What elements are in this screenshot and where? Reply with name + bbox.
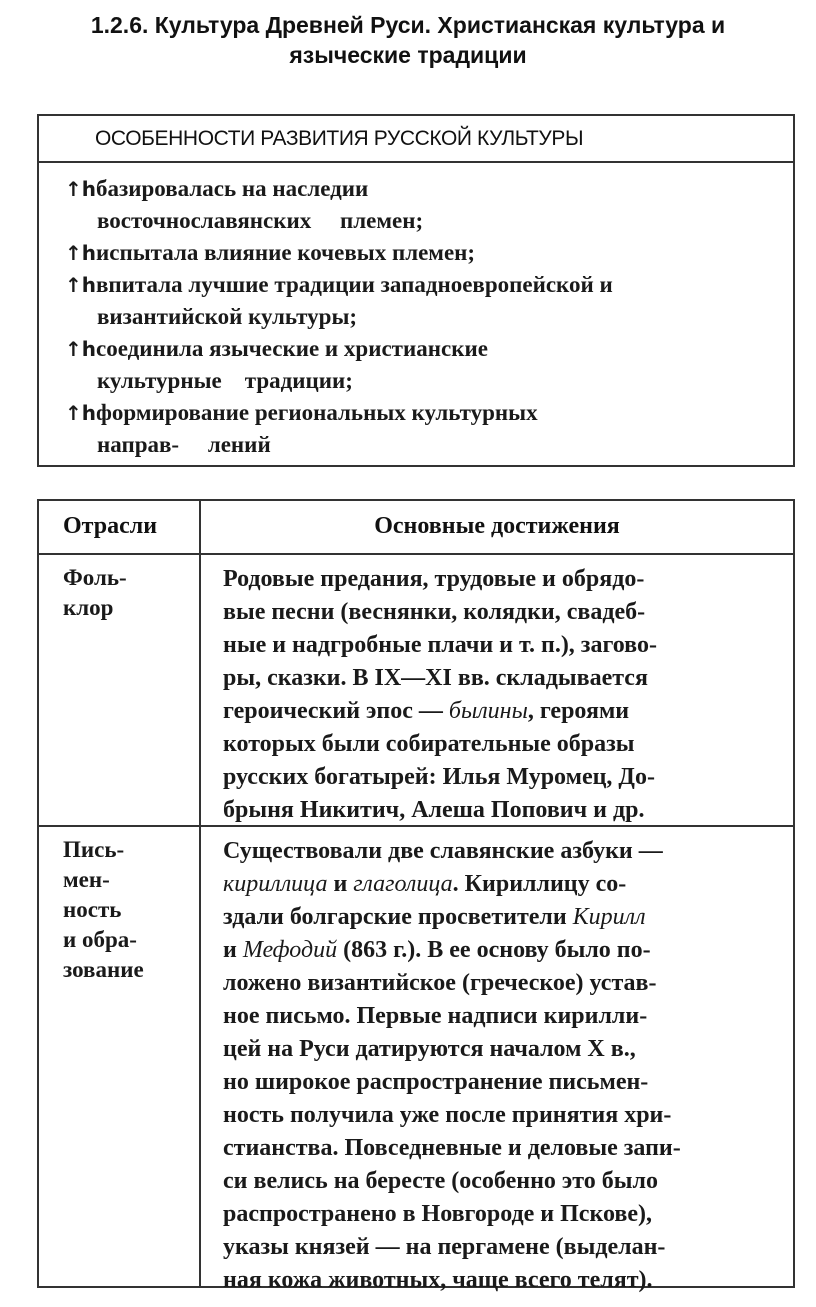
text-run: Существовали две славянские азбуки — <box>223 838 663 864</box>
italic-term: кириллица <box>223 871 328 897</box>
arrow-up-icon: ↑h <box>65 337 96 361</box>
achievement-line <box>223 1066 783 1099</box>
feature-item <box>65 269 793 333</box>
text-run: . Кириллицу со- <box>452 871 627 897</box>
sector-label-line: зование <box>63 957 144 982</box>
feature-text: базировалась на наследии <box>96 176 369 201</box>
table-row <box>39 827 793 1293</box>
feature-text: испытала влияние кочевых племен; <box>96 240 476 265</box>
achievements-table <box>37 499 795 1293</box>
page-title-line-1: 1.2.6. Культура Древней Руси. Христианская культура и <box>90 12 726 38</box>
features-list <box>39 163 793 461</box>
feature-item <box>65 173 793 237</box>
text-run: ность получила уже после принятия хри- <box>223 1102 672 1128</box>
achievement-line <box>223 901 783 934</box>
text-run: здали болгарские просветители <box>223 904 573 930</box>
achievement-line <box>223 761 783 794</box>
achievement-line <box>223 794 783 827</box>
sector-label-line: клор <box>63 595 114 620</box>
achievement-line <box>223 1033 783 1066</box>
italic-term: былины <box>448 698 528 724</box>
feature-text: соединила языческие и христианские <box>96 336 488 361</box>
text-run: вые песни (веснянки, колядки, свадеб- <box>223 599 646 625</box>
feature-text: формирование региональных культурных <box>96 400 538 425</box>
achievement-line <box>223 596 783 629</box>
achievement-line <box>223 728 783 761</box>
feature-text: впитала лучшие традиции западноевропейской и <box>96 272 613 297</box>
achievement-line <box>223 835 783 868</box>
italic-term: глаголица <box>353 871 453 897</box>
achievements-cell <box>223 563 783 827</box>
text-run: распространено в Новгороде и Пскове), <box>223 1201 652 1227</box>
text-run: стианства. Повседневные и деловые запи- <box>223 1135 681 1161</box>
text-run: русских богатырей: Илья Муромец, До- <box>223 764 655 790</box>
arrow-up-icon: ↑h <box>65 273 96 297</box>
achievement-line <box>223 629 783 662</box>
features-header: ОСОБЕННОСТИ РАЗВИТИЯ РУССКОЙ КУЛЬТУРЫ <box>39 116 793 163</box>
feature-item <box>65 237 793 269</box>
arrow-up-icon: ↑h <box>65 177 96 201</box>
achievement-line <box>223 1165 783 1198</box>
sector-label-line: мен- <box>63 867 110 892</box>
page-title <box>40 10 776 70</box>
text-run: и <box>327 871 354 897</box>
text-run: (863 г.). В ее основу было по- <box>337 937 651 963</box>
sector-cell <box>63 563 193 623</box>
text-run: Родовые предания, трудовые и обрядо- <box>223 566 645 592</box>
arrow-up-icon: ↑h <box>65 401 96 425</box>
achievement-line <box>223 1198 783 1231</box>
sector-label-line: Пись- <box>63 837 125 862</box>
italic-term: Мефодий <box>242 937 338 963</box>
text-run: ложено византийское (греческое) устав- <box>223 970 657 996</box>
feature-item <box>65 397 793 461</box>
feature-item <box>65 333 793 397</box>
achievement-line <box>223 1264 783 1297</box>
text-run: которых были собирательные образы <box>223 731 635 757</box>
achievement-line <box>223 868 783 901</box>
text-run: ные и надгробные плачи и т. п.), загово- <box>223 632 657 658</box>
features-box <box>37 114 795 467</box>
achievement-line <box>223 1000 783 1033</box>
table-row <box>39 555 793 827</box>
feature-text-continued: культурные традиции; <box>97 368 353 393</box>
arrow-up-icon: ↑h <box>65 241 96 265</box>
achievement-line <box>223 563 783 596</box>
text-run: указы князей — на пергамене (выделан- <box>223 1234 666 1260</box>
text-run: ры, сказки. В IX—XI вв. складывается <box>223 665 648 691</box>
feature-text-continued: направ- лений <box>97 432 271 457</box>
text-run: брыня Никитич, Алеша Попович и др. <box>223 797 645 823</box>
italic-term: Кирилл <box>572 904 646 930</box>
feature-text-continued: византийской культуры; <box>97 304 358 329</box>
text-run: цей на Руси датируются началом X в., <box>223 1036 636 1062</box>
text-run: ная кожа животных, чаще всего телят). <box>223 1267 653 1293</box>
achievement-line <box>223 1099 783 1132</box>
sector-label-line: Фоль- <box>63 565 127 590</box>
table-header-row <box>39 501 793 555</box>
header-sector: Отрасли <box>63 513 158 539</box>
achievement-line <box>223 695 783 728</box>
achievement-line <box>223 1132 783 1165</box>
text-run: и <box>223 937 243 963</box>
achievement-line <box>223 967 783 1000</box>
feature-text-continued: восточнославянских племен; <box>97 208 424 233</box>
achievements-cell <box>223 835 783 1297</box>
page-title-line-2: языческие традиции <box>289 42 527 68</box>
sector-cell <box>63 835 193 985</box>
text-run: ное письмо. Первые надписи кирилли- <box>223 1003 648 1029</box>
text-run: но широкое распространение письмен- <box>223 1069 649 1095</box>
text-run: , героями <box>527 698 630 724</box>
achievement-line <box>223 934 783 967</box>
header-achievements: Основные достижения <box>374 513 620 539</box>
achievement-line <box>223 662 783 695</box>
achievement-line <box>223 1231 783 1264</box>
text-run: героический эпос — <box>223 698 449 724</box>
sector-label-line: ность <box>63 897 122 922</box>
text-run: си велись на бересте (особенно это было <box>223 1168 658 1194</box>
sector-label-line: и обра- <box>63 927 137 952</box>
